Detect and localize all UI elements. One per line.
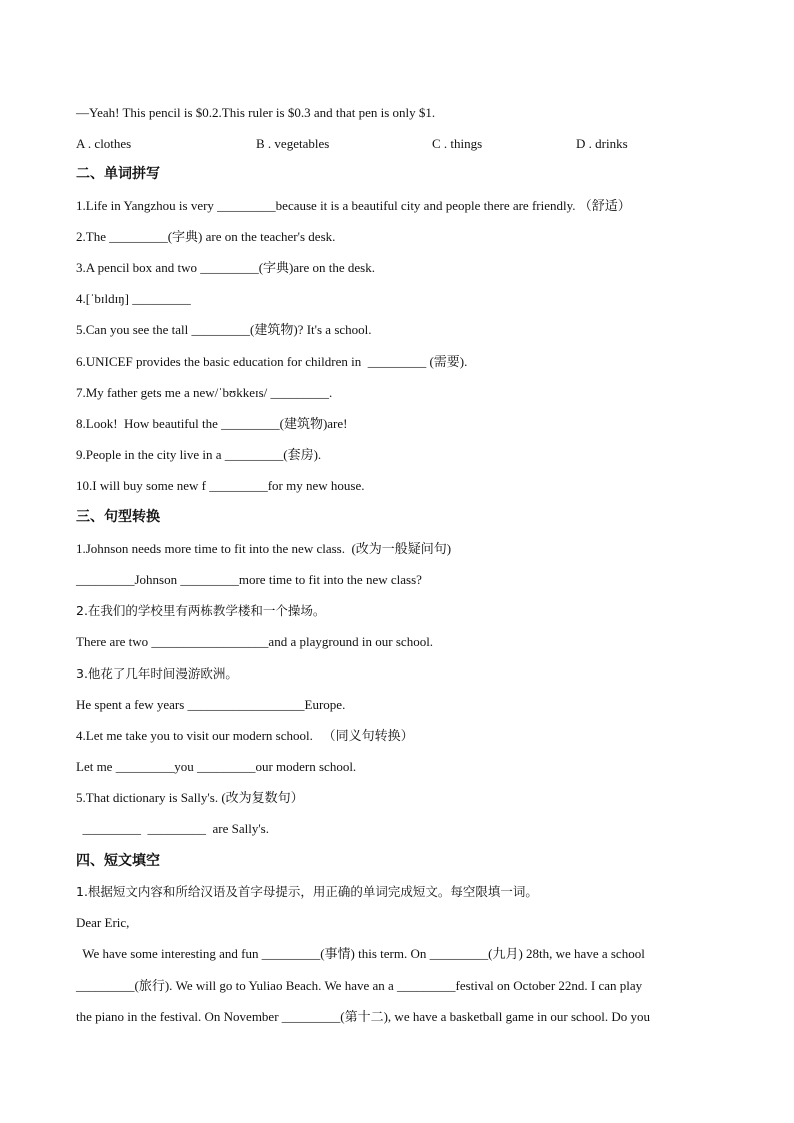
question-line: 2.在我们的学校里有两栋教学楼和一个操场。 bbox=[76, 603, 326, 618]
option-c: C . things bbox=[432, 136, 483, 151]
section-title: 四、短文填空 bbox=[76, 853, 160, 869]
question-line: 8.Look! How beautiful the _________(建筑物)are! bbox=[76, 416, 348, 431]
answer-line: Let me _________you _________our modern school. bbox=[76, 759, 357, 774]
question-tail: —Yeah! This pencil is $0.2.This ruler is $0.3 and that pen is only $1. bbox=[76, 105, 436, 120]
question-line: 2.The _________(字典) are on the teacher's desk. bbox=[76, 229, 336, 244]
option-a: A . clothes bbox=[76, 136, 132, 151]
instruction-line: 1.根据短文内容和所给汉语及首字母提示，用正确的单词完成短文。每空限填一词。 bbox=[76, 884, 538, 899]
question-line: 3.A pencil box and two _________(字典)are on the desk. bbox=[76, 260, 375, 275]
question-line: 4.[ˈbɪldɪŋ] _________ bbox=[76, 291, 191, 306]
answer-line: There are two __________________and a playground in our school. bbox=[76, 634, 434, 649]
question-line: 1.Life in Yangzhou is very _________because it is a beautiful city and people there are friendly. （舒适） bbox=[76, 198, 631, 213]
question-line: 5.Can you see the tall _________(建筑物)? It's a school. bbox=[76, 322, 372, 337]
answer-options bbox=[76, 136, 736, 152]
answer-line: _________ _________ are Sally's. bbox=[76, 821, 269, 836]
passage-line: We have some interesting and fun _________(事情) this term. On _________(九月) 28th, we have a school bbox=[76, 946, 645, 961]
section-title: 二、单词拼写 bbox=[76, 166, 160, 182]
answer-line: He spent a few years __________________Europe. bbox=[76, 697, 346, 712]
question-line: 1.Johnson needs more time to fit into the new class. (改为一般疑问句) bbox=[76, 541, 452, 556]
option-d: D . drinks bbox=[576, 136, 628, 151]
question-line: 5.That dictionary is Sally's. (改为复数句） bbox=[76, 790, 304, 805]
question-line: 9.People in the city live in a _________(套房). bbox=[76, 447, 322, 462]
question-line: 3.他花了几年时间漫游欧洲。 bbox=[76, 666, 238, 681]
option-b: B . vegetables bbox=[256, 136, 330, 151]
question-line: 4.Let me take you to visit our modern school. （同义句转换） bbox=[76, 728, 414, 743]
passage-line: _________(旅行). We will go to Yuliao Beach. We have an a _________festival on October 22nd. I can play bbox=[76, 978, 643, 993]
section-title: 三、句型转换 bbox=[76, 509, 160, 525]
question-line: 6.UNICEF provides the basic education for children in _________ (需要). bbox=[76, 354, 468, 369]
letter-greeting: Dear Eric, bbox=[76, 915, 130, 930]
question-line: 10.I will buy some new f _________for my new house. bbox=[76, 478, 365, 493]
question-line: 7.My father gets me a new/ˈbʊkkeɪs/ _________. bbox=[76, 385, 333, 400]
passage-line: the piano in the festival. On November _________(第十二), we have a basketball game in our school. Do you bbox=[76, 1009, 651, 1024]
answer-line: _________Johnson _________more time to fit into the new class? bbox=[76, 572, 422, 587]
